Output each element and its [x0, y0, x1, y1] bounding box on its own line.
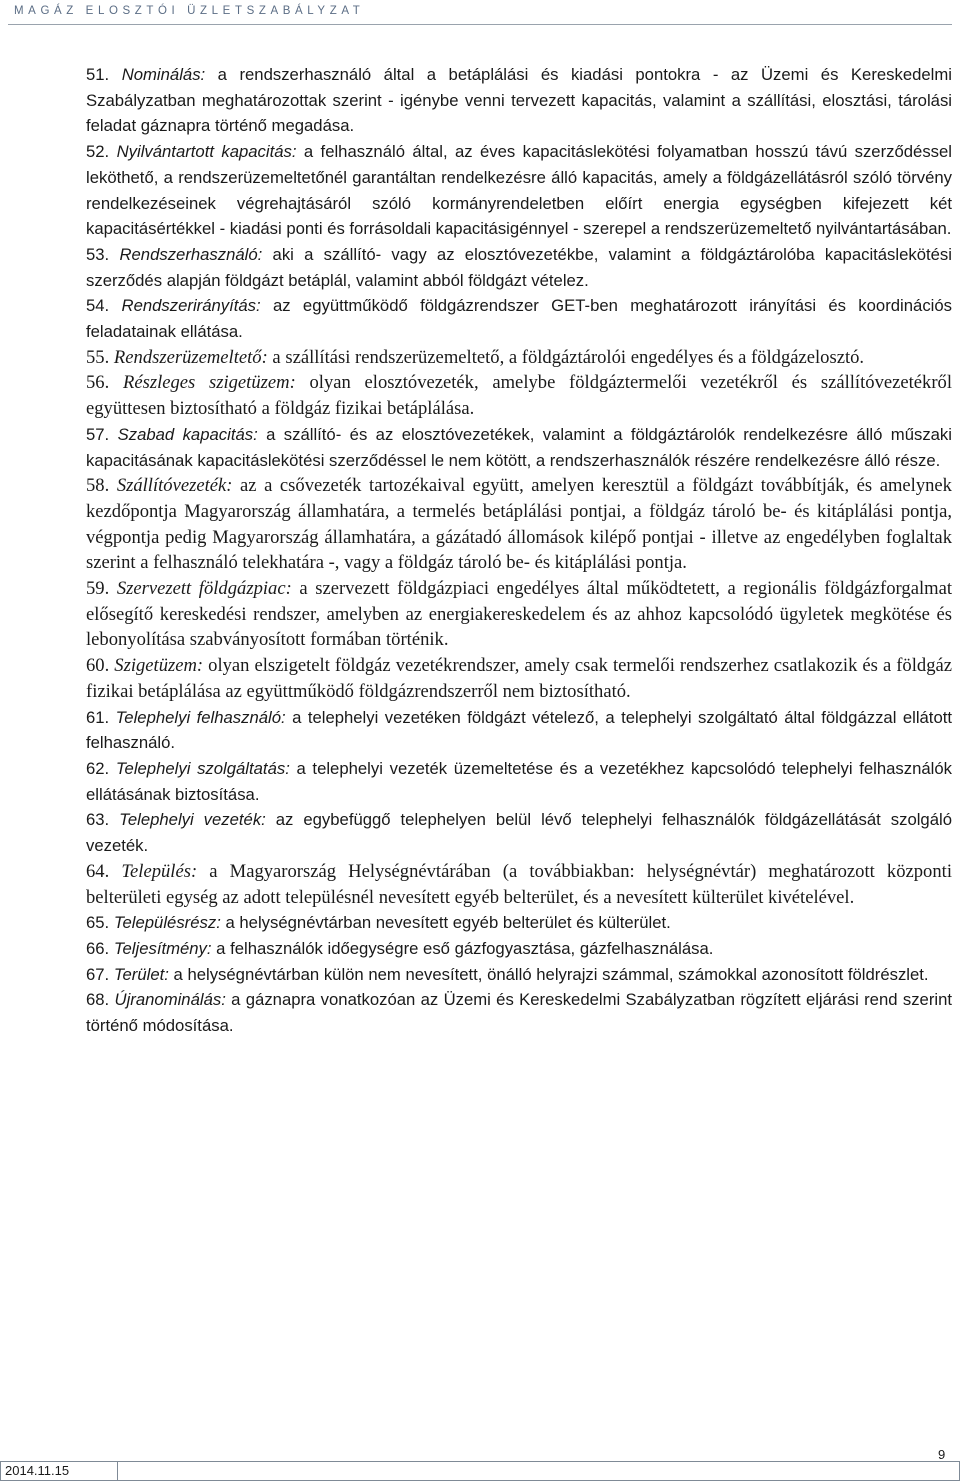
- definitions-list: [86, 62, 952, 1039]
- definition-number: 54.: [86, 296, 110, 316]
- definition-number: 56.: [86, 372, 110, 394]
- definition-number: 59.: [86, 578, 110, 600]
- definition-term: Telephelyi vezeték:: [119, 810, 266, 830]
- definition-number: 58.: [86, 475, 110, 497]
- definition-number: 65.: [86, 913, 110, 933]
- definition-61: [86, 705, 952, 756]
- definition-51: [86, 62, 952, 139]
- definition-term: Terület:: [113, 964, 169, 984]
- definition-number: 53.: [86, 244, 110, 264]
- page-number: 9: [938, 1447, 946, 1462]
- definition-55: [86, 345, 952, 371]
- definition-text: a gáznapra vonatkozóan az Üzemi és Kereskedelmi Szabályzatban rögzített eljárási rend szerint történő módosítása.: [86, 990, 953, 1036]
- definition-text: a szállítási rendszerüzemeltető, a földgáztárolói engedélyes és a földgázelosztó.: [267, 346, 865, 368]
- definition-62: [86, 756, 952, 807]
- definition-text: az egybefüggő telephelyen belül lévő telephelyi felhasználók földgázellátását szolgáló vezeték.: [86, 810, 952, 856]
- definition-text: a szállító- és az elosztóvezetékek, valamint a földgáztárolók rendelkezésre álló műszaki kapacitásának kapacitáslekötési szerződéssel le nem kötött, a rendszerhasználók részére rendelkezésre álló része.: [86, 424, 952, 470]
- definition-term: Rendszerüzemeltető:: [113, 346, 268, 368]
- definition-68: [86, 987, 952, 1038]
- definition-text: a rendszerhasználó által a betáplálási és kiadási pontokra - az Üzemi és Kereskedelmi Szabályzatban meghatározottak szerint - igénybe venni tervezett kapacitás, valamint a szállítási, elosztási, tárolási feladat gáznapra történő megadása.: [86, 65, 952, 136]
- definition-text: a felhasználó által, az éves kapacitáslekötési folyamatban hosszú távú szerződéssel leköthető, a rendszerüzemeltetőnél garantáltan rendelkezésre álló kapacitás, amely a földgázellátásról szóló törvény rendelkezéseinek végrehajtásáról szóló kormányrendeletben előírt energia egységben kifejezett két kapacitásértékkel - kiadási ponti és forrásoldali kapacitásigénnyel - szerepel a rendszerüzemeltető nyilvántartásában.: [86, 142, 952, 239]
- definition-text: aki a szállító- vagy az elosztóvezetékbe, valamint a földgáztárolóba kapacitáslekötési szerződés alapján földgázt betáplál, valamint abból földgázt vételez.: [86, 244, 952, 290]
- definition-64: [86, 859, 952, 910]
- definition-term: Nyilvántartott kapacitás:: [116, 142, 297, 162]
- definition-number: 55.: [86, 346, 110, 368]
- definition-text: a telephelyi vezetéken földgázt vételező, a telephelyi szolgáltató által földgázzal ellátott felhasználó.: [86, 707, 952, 753]
- definition-term: Szigetüzem:: [114, 655, 204, 677]
- document-title: MAGÁZ ELOSZTÓI ÜZLETSZABÁLYZAT: [14, 5, 365, 17]
- definition-number: 60.: [86, 655, 110, 677]
- definition-term: Újranominálás:: [114, 990, 226, 1010]
- definition-text: az együttműködő földgázrendszer GET-ben meghatározott irányítási és koordinációs feladatainak ellátása.: [86, 296, 952, 342]
- definition-term: Szállítóvezeték:: [116, 475, 233, 497]
- definition-text: a telephelyi vezeték üzemeltetése és a vezetékhez kapcsolódó telephelyi felhasználók ellátásának biztosítása.: [86, 758, 952, 804]
- definition-54: [86, 293, 952, 344]
- definition-number: 68.: [86, 990, 110, 1010]
- definition-term: Telephelyi szolgáltatás:: [115, 758, 290, 778]
- definition-text: olyan elosztóvezeték, amelybe földgáztermelői vezetékről és szállítóvezetékről együttesen biztosítható a földgáz fizikai betáplálása.: [86, 372, 952, 420]
- definition-term: Teljesítmény:: [113, 938, 212, 958]
- definition-57: [86, 422, 952, 473]
- definition-56: [86, 370, 952, 421]
- definition-59: [86, 576, 952, 653]
- definition-term: Rendszerhasználó:: [119, 244, 263, 264]
- definition-60: [86, 653, 952, 704]
- definition-text: a helységnévtárban külön nem nevesített, önálló helyrajzi számmal, számokkal azonosított földrészlet.: [168, 964, 929, 984]
- definition-term: Település:: [121, 860, 198, 882]
- definition-number: 51.: [86, 65, 110, 84]
- definition-text: a helységnévtárban nevesített egyéb belterület és külterület.: [220, 913, 671, 933]
- definition-term: Nominálás:: [121, 65, 206, 84]
- definition-text: a Magyarország Helységnévtárában (a továbbiakban: helységnévtár) meghatározott központi belterületi egység az adott településnél nevesített egyéb belterület, és a nevesített külterület kivételével.: [86, 860, 952, 908]
- definition-text: olyan elszigetelt földgáz vezetékrendszer, amely csak termelői rendszerhez csatlakozik és a földgáz fizikai betáplálása az együttműködő földgázrendszerről nem biztosítható.: [86, 655, 952, 702]
- definition-53: [86, 242, 952, 293]
- definition-63: [86, 807, 952, 858]
- definition-67: [86, 962, 952, 988]
- definition-number: 67.: [86, 964, 110, 984]
- definition-66: [86, 936, 952, 962]
- definition-number: 57.: [86, 424, 110, 444]
- definition-52: [86, 139, 952, 242]
- definition-number: 52.: [86, 142, 110, 162]
- definition-65: [86, 910, 952, 936]
- definition-number: 62.: [86, 758, 110, 778]
- definition-term: Telephelyi felhasználó:: [115, 707, 286, 727]
- definition-term: Szervezett földgázpiac:: [116, 578, 292, 600]
- definition-number: 66.: [86, 938, 110, 958]
- definition-number: 64.: [86, 860, 110, 882]
- page-header: [8, 0, 952, 25]
- definition-text: a szervezett földgázpiaci engedélyes által működtetett, a regionális földgázforgalmat elősegítő kereskedési rendszer, amelyben az energiakereskedelem és az ahhoz kapcsolódó ügyletek megkötése és lebonyolítása szabványosított formában történik.: [86, 578, 952, 651]
- definition-term: Szabad kapacitás:: [117, 424, 258, 444]
- footer-bar: [118, 1461, 960, 1481]
- definition-term: Településrész:: [113, 913, 221, 933]
- definition-text: a felhasználók időegységre eső gázfogyasztása, gázfelhasználása.: [211, 938, 714, 958]
- definition-number: 63.: [86, 810, 110, 830]
- definition-58: [86, 473, 952, 576]
- definition-term: Részleges szigetüzem:: [122, 372, 296, 394]
- definition-number: 61.: [86, 707, 110, 727]
- definition-term: Rendszerirányítás:: [121, 296, 261, 316]
- definition-text: az a csővezeték tartozékaival együtt, amelyen keresztül a földgázt továbbítják, és amelynek kezdőpontja Magyarország államhatára, a termelés betáplálási pontjai, a földgáz tároló be- és kitáplálási pontja, végpontja pedig Magyarország államhatára, a gázátadó állomások kilépő pontjai - illetve az engedélyben foglaltak szerint a felhasználó telekhatára -, vagy a földgáz tároló be- és kitáplálási pontja.: [86, 475, 952, 574]
- footer-date: 2014.11.15: [0, 1461, 118, 1481]
